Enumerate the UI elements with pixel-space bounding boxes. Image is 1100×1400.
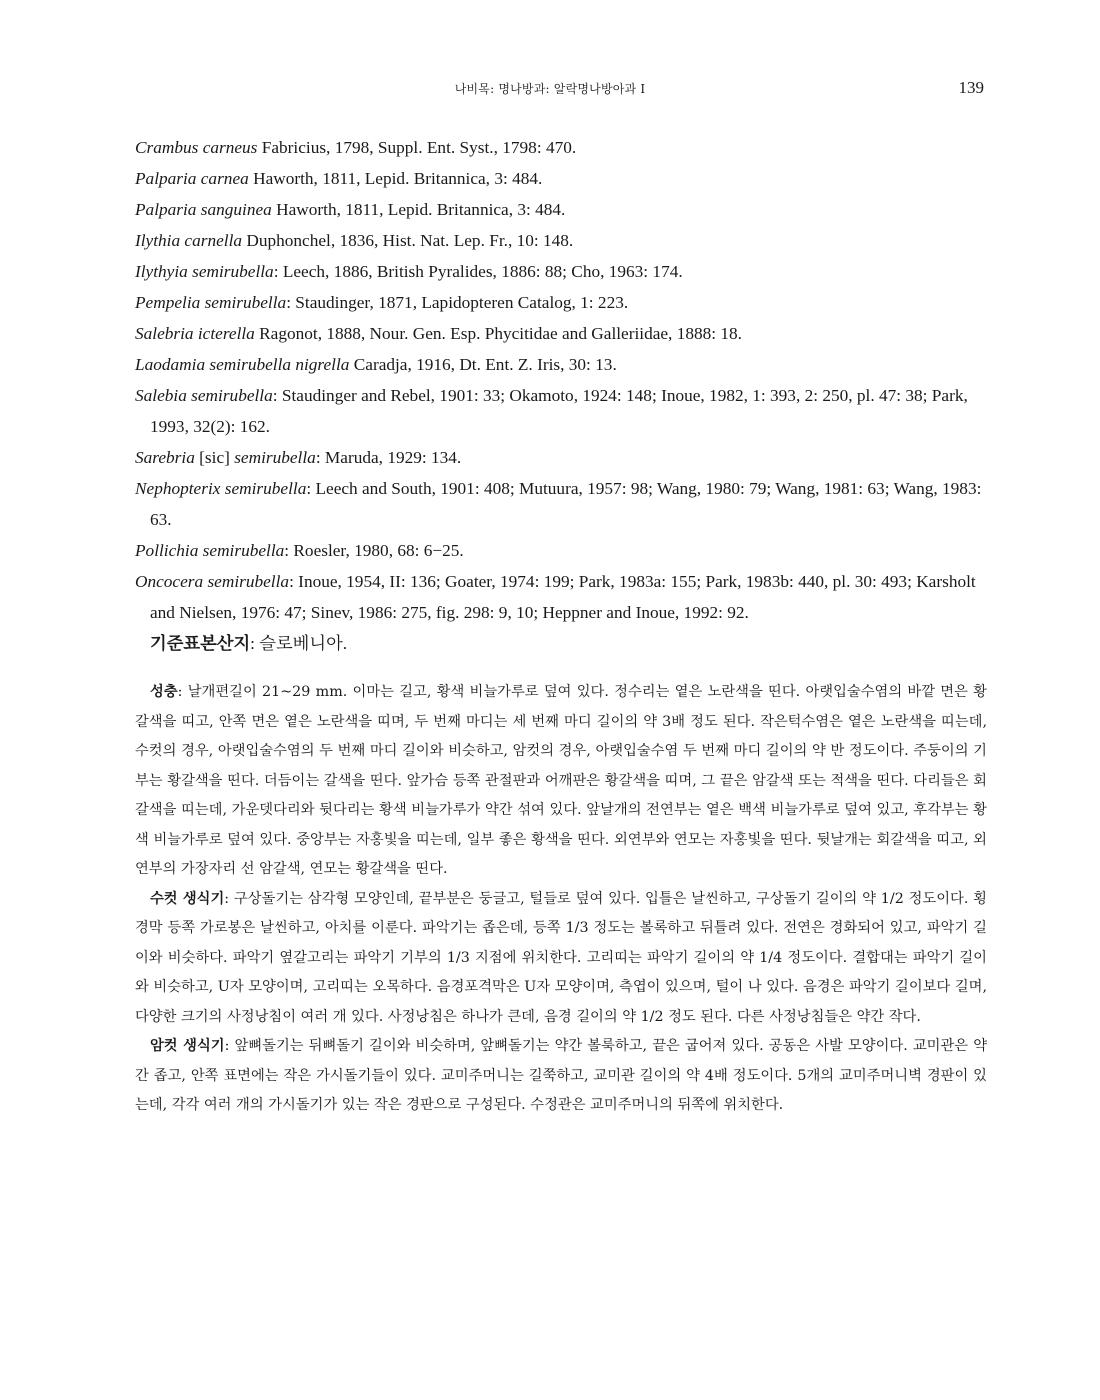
citation: Haworth, 1811, Lepid. Britannica, 3: 484. bbox=[248, 169, 543, 188]
citation: Duphonchel, 1836, Hist. Nat. Lep. Fr., 10: 148. bbox=[242, 231, 574, 250]
citation: Haworth, 1811, Lepid. Britannica, 3: 484. bbox=[271, 200, 566, 219]
taxon-epithet: semirubella bbox=[234, 448, 316, 467]
taxon-name: Ilythyia semirubella bbox=[135, 262, 274, 281]
citation: : Leech and South, 1901: 408; Mutuura, 1957: 98; Wang, 1980: 79; Wang, 1981: 63; Wang, 1983: 63. bbox=[150, 479, 982, 529]
citation: : Staudinger and Rebel, 1901: 33; Okamoto, 1924: 148; Inoue, 1982, 1: 393, 2: 250, pl. 47: 38; Park, 1993, 32(2): 162. bbox=[150, 386, 968, 436]
synonym-entry bbox=[135, 256, 987, 287]
synonym-entry bbox=[135, 318, 987, 349]
synonym-entry bbox=[135, 349, 987, 380]
synonym-entry bbox=[135, 473, 987, 535]
section-label: 성충 bbox=[150, 684, 178, 700]
synonym-entry bbox=[135, 163, 987, 194]
citation: : Leech, 1886, British Pyralides, 1886: 88; Cho, 1963: 174. bbox=[273, 262, 683, 281]
synonym-entry bbox=[135, 287, 987, 318]
taxon-name: Salebria icterella bbox=[135, 324, 255, 343]
type-locality-text: : 슬로베니아. bbox=[250, 634, 348, 653]
taxon-name: Ilythia carnella bbox=[135, 231, 243, 250]
adult-description bbox=[135, 678, 987, 885]
synonym-entry bbox=[135, 380, 987, 442]
synonym-entry bbox=[135, 442, 987, 473]
taxon-name: Laodamia semirubella nigrella bbox=[135, 355, 350, 374]
synonym-entry bbox=[135, 535, 987, 566]
taxon-name: Palparia sanguinea bbox=[135, 200, 272, 219]
citation: Ragonot, 1888, Nour. Gen. Esp. Phycitidae and Galleriidae, 1888: 18. bbox=[254, 324, 742, 343]
citation: : Inoue, 1954, II: 136; Goater, 1974: 199; Park, 1983a: 155; Park, 1983b: 440, pl. 30: 493; Karsholt and Nielsen, 1976: 47; Sinev, 1986: 275, fig. 298: 9, 10; Heppner and Inoue, 1992: 92. bbox=[150, 572, 976, 622]
synonym-entry bbox=[135, 225, 987, 256]
section-label: 수컷 생식기 bbox=[150, 890, 225, 907]
taxon-name: Pempelia semirubella bbox=[135, 293, 287, 312]
synonym-entry bbox=[135, 194, 987, 225]
sic-note: [sic] bbox=[194, 448, 235, 467]
section-text: : 날개편길이 21~29 mm. 이마는 길고, 황색 비늘가루로 덮여 있다. 정수리는 옅은 노란색을 띤다. 아랫입술수염의 바깥 면은 황갈색을 띠고, 안쪽 면은 옅은 노란색을 띠며, 두 번째 마디는 세 번째 마디 길이의 약 3배 정도 된다. 작은턱수염은 옅은 노란색을 띠는데, 수컷의 경우, 아랫입술수염의 두 번째 마디 길이와 비슷하고, 암컷의 경우, 아랫입술수염 두 번째 마디 길이의 약 반 정도이다. 주둥이의 기부는 황갈색을 띤다. 더듬이는 갈색을 띤다. 앞가슴 등쪽 관절판과 어깨판은 황갈색을 띠며, 그 끝은 암갈색 또는 적색을 띤다. 다리들은 회갈색을 띠는데, 가운뎃다리와 뒷다리는 황색 비늘가루가 약간 섞여 있다. 앞날개의 전연부는 옅은 백색 비늘가루로 덮여 있고, 후각부는 황색 비늘가루로 덮여 있다. 중앙부는 자홍빛을 띠는데, 일부 좋은 황색을 띤다. 외연부와 연모는 자홍빛을 띤다. 뒷날개는 회갈색을 띠고, 외연부의 가장자리 선 암갈색, 연모는 황갈색을 띤다. bbox=[135, 684, 987, 877]
male-genitalia-description bbox=[135, 885, 987, 1033]
section-text: : 구상돌기는 삼각형 모양인데, 끝부분은 둥글고, 털들로 덮여 있다. 입틀은 날씬하고, 구상돌기 길이의 약 1/2 정도이다. 횡경막 등쪽 가로봉은 날씬하고, 아치를 이룬다. 파악기는 좁은데, 등쪽 1/3 정도는 볼록하고 뒤틀려 있다. 전연은 경화되어 있고, 파악기 길이와 비슷하다. 파악기 옆갈고리는 파악기 기부의 1/3 지점에 위치한다. 고리띠는 파악기 길이의 약 1/4 정도이다. 결합대는 파악기 길이와 비슷하고, U자 모양이며, 고리띠는 오목하다. 음경포격막은 U자 모양이며, 측엽이 있으며, 털이 나 있다. 음경은 파악기 길이보다 길며, 다양한 크기의 사정낭침이 여러 개 있다. 사정낭침은 하나가 큰데, 음경 길이의 약 1/2 정도 된다. 다른 사정낭침들은 약간 작다. bbox=[135, 890, 987, 1025]
page-header bbox=[0, 78, 1100, 100]
species-description bbox=[135, 678, 987, 1121]
synonym-entry bbox=[135, 566, 987, 628]
type-locality-label: 기준표본산지 bbox=[150, 634, 251, 653]
citation: : Maruda, 1929: 134. bbox=[315, 448, 462, 467]
citation: Caradja, 1916, Dt. Ent. Z. Iris, 30: 13. bbox=[349, 355, 617, 374]
taxon-name: Sarebria bbox=[135, 448, 195, 467]
female-genitalia-description bbox=[135, 1032, 987, 1121]
taxon-name: Pollichia semirubella bbox=[135, 541, 285, 560]
taxon-name: Oncocera semirubella bbox=[135, 572, 290, 591]
section-label: 암컷 생식기 bbox=[150, 1038, 225, 1054]
taxon-name: Salebia semirubella bbox=[135, 386, 273, 405]
taxon-name: Crambus carneus bbox=[135, 138, 258, 157]
taxon-name: Palparia carnea bbox=[135, 169, 249, 188]
type-locality bbox=[135, 628, 987, 659]
running-head: 나비목: 명나방과: 알락명나방아과 I bbox=[454, 82, 646, 96]
synonym-entry bbox=[135, 132, 987, 163]
section-text: : 앞뼈돌기는 뒤뼈돌기 길이와 비슷하며, 앞뼈돌기는 약간 볼룩하고, 끝은 굽어져 있다. 공동은 사발 모양이다. 교미관은 약간 좁고, 안쪽 표면에는 작은 가시돌기들이 있다. 교미주머니는 길쭉하고, 교미관 길이의 약 4배 정도이다. 5개의 교미주머니벽 경판이 있는데, 각각 여러 개의 가시돌기가 있는 작은 경판으로 구성된다. 수정관은 교미주머니의 뒤쪽에 위치한다. bbox=[135, 1038, 988, 1113]
taxon-name: Nephopterix semirubella bbox=[135, 479, 307, 498]
synonymy-list bbox=[135, 132, 987, 659]
citation: Fabricius, 1798, Suppl. Ent. Syst., 1798: 470. bbox=[257, 138, 577, 157]
citation: : Staudinger, 1871, Lapidopteren Catalog, 1: 223. bbox=[286, 293, 629, 312]
page-number: 139 bbox=[958, 78, 984, 97]
citation: : Roesler, 1980, 68: 6−25. bbox=[284, 541, 464, 560]
